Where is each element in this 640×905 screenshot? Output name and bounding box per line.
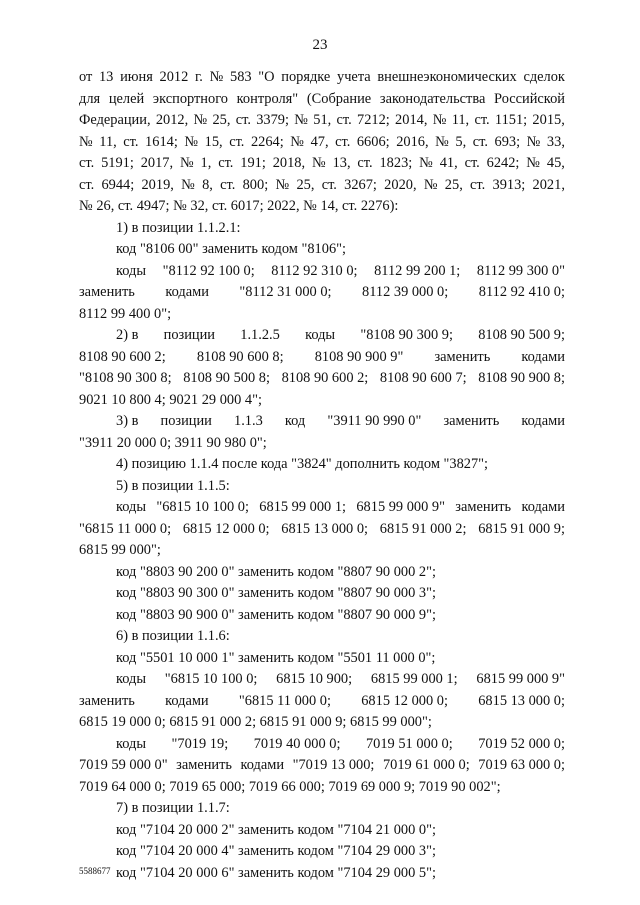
word: 47, — [310, 133, 329, 150]
word: 1) в позиции 1.1.2.1: — [116, 219, 241, 236]
word: 6815 91 000 9; — [478, 520, 565, 537]
word: "6815 10 100 0; — [156, 499, 249, 515]
word: 1823; — [379, 155, 413, 171]
word: 5, — [455, 133, 467, 150]
word: код "7104 20 000 2" заменить кодом "7104 21 000 0"; — [116, 821, 436, 838]
word: код "5501 10 000 1" заменить кодом "5501 11 000 0"; — [116, 649, 436, 666]
word: Российской — [494, 90, 565, 107]
word: 1.1.3 — [234, 413, 263, 429]
word: № — [193, 112, 208, 128]
word: целей — [108, 90, 145, 107]
word: 8112 39 000 0; — [362, 284, 449, 300]
text-line — [79, 562, 565, 584]
word: 6815 91 000 2; — [379, 520, 467, 537]
text-line — [79, 89, 565, 111]
word: Федерации, — [79, 112, 151, 128]
text-line — [79, 648, 565, 670]
text-line — [79, 583, 565, 605]
word: № — [432, 112, 447, 128]
text-line — [79, 540, 565, 562]
word: ст. — [336, 112, 352, 128]
text-line — [79, 325, 565, 347]
word: ст. — [472, 133, 488, 150]
text-line — [79, 669, 565, 691]
word: коды — [116, 262, 147, 279]
word: № — [179, 155, 194, 171]
word: "7019 13 000; — [292, 757, 375, 773]
text-line — [79, 454, 565, 476]
word: кодами — [165, 692, 209, 709]
word: ст. — [474, 112, 490, 128]
text-line — [79, 411, 565, 433]
word: кодами — [165, 284, 209, 300]
word: ст. — [79, 176, 95, 193]
word: "3911 20 000 0; 3911 90 980 0"; — [79, 434, 267, 451]
word: "7019 19; — [171, 735, 229, 752]
word: № — [311, 155, 326, 171]
word: 6606; — [356, 133, 390, 150]
word: код "8803 90 300 0" заменить кодом "8807 90 000 3"; — [116, 585, 436, 601]
word: ст. — [357, 155, 373, 171]
text-line — [79, 734, 565, 756]
word: кодами — [521, 348, 565, 365]
word: заменить — [443, 413, 500, 429]
word: 8108 90 500 8; — [183, 370, 270, 386]
word: ст. — [220, 176, 236, 193]
word: 11, — [99, 133, 117, 150]
word: 6815 13 000 0; — [478, 692, 565, 709]
word: 2016, — [396, 133, 429, 150]
word: 7) в позиции 1.1.7: — [116, 800, 230, 816]
text-line — [79, 261, 565, 283]
word: 2015, — [532, 112, 565, 128]
word: № — [290, 133, 305, 150]
text-line — [79, 433, 565, 455]
text-line — [79, 218, 565, 240]
word: 3) в — [116, 413, 139, 429]
word: 8112 99 400 0"; — [79, 305, 172, 322]
word: 6815 12 000 0; — [361, 692, 448, 709]
text-line — [79, 153, 565, 175]
word: 8108 90 600 2; — [281, 370, 369, 386]
word: коды — [305, 327, 336, 343]
word: № — [79, 133, 93, 150]
word: 9021 10 800 4; 9021 29 000 4"; — [79, 391, 262, 408]
word: коды — [116, 735, 147, 752]
word: № — [435, 133, 449, 150]
word: учета — [337, 69, 371, 85]
word: 45, — [546, 155, 565, 171]
word: № — [419, 155, 433, 171]
word: 693; — [494, 133, 521, 150]
text-line — [79, 110, 565, 132]
word: 7019 59 000 0" — [79, 757, 168, 773]
word: 2019, — [141, 176, 174, 193]
word: 6944; — [101, 176, 135, 193]
word: 8112 92 310 0; — [271, 262, 358, 279]
word: 7019 64 000 0; 7019 65 000; 7019 66 000; 7019 69 000 9; 7019 90 002"; — [79, 778, 501, 795]
word: 25, — [296, 176, 315, 193]
text-line — [79, 841, 565, 863]
document-id: 5588677 — [79, 866, 111, 876]
word: коды — [116, 671, 147, 687]
text-line — [79, 304, 565, 326]
text-line — [79, 798, 565, 820]
word: 8112 92 410 0; — [478, 284, 565, 300]
text-line — [79, 626, 565, 648]
word: "6815 10 100 0; — [164, 671, 258, 687]
word: 2264; — [250, 133, 284, 150]
text-line — [79, 863, 565, 885]
text-line — [79, 347, 565, 369]
word: 7019 40 000 0; — [253, 735, 341, 752]
word: 25, — [212, 112, 231, 128]
word: июня — [120, 69, 153, 85]
word: 8108 90 500 9; — [478, 327, 565, 343]
word: сделок — [523, 69, 565, 85]
word: заменить — [455, 499, 512, 515]
text-line — [79, 67, 565, 89]
word: 1, — [200, 155, 212, 171]
word: 7019 52 000 0; — [478, 735, 565, 752]
word: 6) в позиции 1.1.6: — [116, 628, 230, 644]
word: 2012 — [159, 69, 189, 85]
word: "О — [258, 69, 275, 85]
word: 2) в — [116, 327, 139, 343]
word: № — [526, 155, 541, 171]
word: кодами — [521, 413, 565, 429]
word: 2014, — [395, 112, 428, 128]
word: ст. — [235, 112, 251, 128]
text-line — [79, 777, 565, 799]
word: 6815 99 000 1; — [259, 499, 347, 515]
word: 25, — [444, 176, 463, 193]
word: ст. — [123, 133, 139, 150]
word: 8108 90 900 8; — [478, 370, 565, 386]
word: (Собрание — [306, 90, 372, 107]
word: 15, — [204, 133, 223, 150]
text-line — [79, 196, 565, 218]
word: 11, — [451, 112, 470, 128]
word: 2018, — [272, 155, 306, 171]
word: 2020, — [384, 176, 417, 193]
word: 5191; — [101, 155, 134, 171]
word: 8, — [202, 176, 213, 193]
word: законодательства — [379, 90, 486, 107]
word: 6815 99 000 9" — [356, 499, 445, 515]
word: 6242; — [486, 155, 520, 171]
word: № — [526, 133, 541, 150]
word: ст. — [335, 133, 351, 150]
text-line — [79, 820, 565, 842]
word: 8112 99 300 0" — [476, 262, 565, 279]
word: 7019 61 000 0; — [382, 757, 470, 773]
word: 4) позицию 1.1.4 после кода "3824" дополнить кодом "3827"; — [116, 456, 489, 472]
word: г. — [195, 69, 203, 85]
word: кодами — [521, 499, 565, 515]
word: 2017, — [140, 155, 174, 171]
page-number: 23 — [312, 37, 328, 53]
text-line — [79, 519, 565, 541]
word: "8108 90 300 9; — [360, 327, 453, 343]
word: 6815 99 000"; — [79, 542, 161, 558]
word: от — [79, 69, 93, 85]
word: 5) в позиции 1.1.5: — [116, 477, 230, 494]
text-line — [79, 390, 565, 412]
word: "8108 90 300 8; — [79, 370, 172, 386]
text-line — [79, 476, 565, 498]
word: коды — [116, 499, 147, 515]
word: экспортного — [152, 90, 228, 107]
word: 6815 13 000 0; — [281, 520, 369, 537]
text-line — [79, 368, 565, 390]
word: ст. — [470, 176, 486, 193]
text-line — [79, 282, 565, 304]
word: 6815 12 000 0; — [182, 520, 270, 537]
word: № — [275, 176, 290, 193]
word: позиции — [163, 327, 216, 343]
word: 6815 10 900; — [276, 671, 353, 687]
word: 41, — [439, 155, 458, 171]
text-line — [79, 712, 565, 734]
word: позиции — [160, 413, 212, 429]
word: 8108 90 600 2; — [79, 348, 166, 365]
word: заменить — [79, 692, 135, 709]
word: № — [294, 112, 308, 128]
text-line — [79, 132, 565, 154]
word: 13, — [332, 155, 351, 171]
word: 13 — [98, 69, 114, 85]
word: 8108 90 600 7; — [379, 370, 467, 386]
word: 3379; — [256, 112, 289, 128]
word: для — [79, 90, 101, 107]
word: 8112 99 200 1; — [374, 262, 461, 279]
word: 7019 63 000 0; — [478, 757, 565, 773]
word: 3913; — [492, 176, 526, 193]
word: 1614; — [145, 133, 178, 150]
word: 6815 99 000 9" — [476, 671, 565, 687]
word: "8112 31 000 0; — [239, 284, 332, 300]
word: код "8803 90 900 0" заменить кодом "8807 90 000 9"; — [116, 606, 436, 623]
word: код "8106 00" заменить кодом "8106"; — [116, 241, 347, 257]
word: "6815 11 000 0; — [238, 692, 331, 709]
word: 7212; — [357, 112, 390, 128]
text-line — [79, 605, 565, 627]
word: заменить — [434, 348, 491, 365]
word: заменить — [79, 284, 135, 300]
word: 8108 90 600 8; — [196, 348, 284, 365]
word: № — [184, 133, 199, 150]
word: 7019 51 000 0; — [365, 735, 453, 752]
word: 1151; — [494, 112, 528, 128]
word: 2021, — [532, 176, 565, 193]
word: код "7104 20 000 4" заменить кодом "7104 29 000 3"; — [116, 843, 436, 859]
word: 583 — [230, 69, 252, 85]
word: ст. — [321, 176, 337, 193]
word: ст. — [229, 133, 245, 150]
text-line — [79, 691, 565, 713]
word: 6815 99 000 1; — [370, 671, 458, 687]
word: кодами — [240, 757, 285, 773]
word: 2012, — [155, 112, 189, 128]
word: "8112 92 100 0; — [162, 262, 255, 279]
word: 6815 19 000 0; 6815 91 000 2; 6815 91 000 9; 6815 99 000"; — [79, 714, 432, 730]
word: заменить — [176, 757, 232, 773]
word: ст. — [79, 155, 95, 171]
word: внешнеэкономических — [377, 69, 517, 85]
word: № 26, ст. 4947; № 32, ст. 6017; 2022, № 14, ст. 2276): — [79, 198, 399, 214]
word: № — [209, 69, 224, 85]
word: 1.1.2.5 — [240, 327, 280, 343]
text-line — [79, 239, 565, 261]
word: № — [423, 176, 438, 193]
word: 3267; — [344, 176, 377, 193]
text-line — [79, 497, 565, 519]
word: № — [181, 176, 195, 193]
word: 800; — [242, 176, 269, 193]
word: код "8803 90 200 0" заменить кодом "8807 90 000 2"; — [116, 563, 436, 580]
word: 51, — [313, 112, 332, 128]
word: 8108 90 900 9" — [314, 348, 404, 365]
word: ст. — [218, 155, 234, 171]
word: код "7104 20 000 6" заменить кодом "7104 29 000 5"; — [116, 864, 436, 881]
word: "6815 11 000 0; — [79, 520, 172, 537]
word: 33, — [546, 133, 565, 150]
word: 191; — [240, 155, 266, 171]
text-line — [79, 175, 565, 197]
word: ст. — [464, 155, 480, 171]
document-body — [79, 67, 565, 884]
text-line — [79, 755, 565, 777]
word: порядке — [281, 69, 331, 85]
word: "3911 90 990 0" — [327, 413, 422, 429]
word: контроля" — [236, 90, 299, 107]
word: код — [284, 413, 306, 429]
